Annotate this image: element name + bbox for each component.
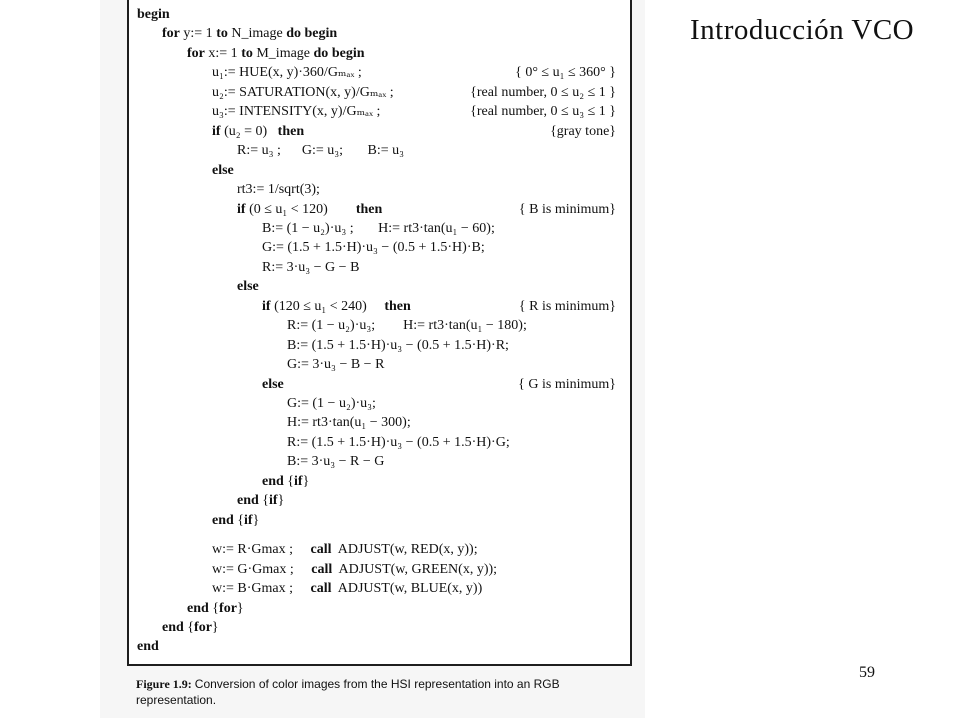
code-text: end {if} — [237, 493, 285, 509]
code-line — [129, 238, 630, 258]
code-line — [129, 83, 630, 103]
code-line — [129, 180, 630, 200]
code-text: R:= 3·u₃ − G − B — [262, 259, 360, 275]
code-text: u₁:= HUE(x, y)·360/Gₘₐₓ ; — [212, 65, 362, 81]
code-text: else — [212, 162, 234, 178]
code-text: if (u₂ = 0) then — [212, 123, 305, 139]
code-text: end {for} — [162, 619, 219, 635]
code-comment: {real number, 0 ≤ u₃ ≤ 1 } — [470, 104, 616, 120]
code-line — [129, 375, 630, 395]
code-line — [129, 122, 630, 142]
code-text: end {for} — [187, 600, 244, 616]
code-text: end — [137, 639, 159, 655]
code-line — [129, 200, 630, 220]
algorithm-box — [127, 0, 632, 666]
code-text: G:= (1.5 + 1.5·H)·u₃ − (0.5 + 1.5·H)·B; — [262, 240, 485, 256]
code-line — [129, 161, 630, 181]
code-line — [129, 5, 630, 25]
code-text: for x:= 1 to M_image do begin — [187, 45, 365, 61]
figure-caption-text: Conversion of color images from the HSI representation into an RGB representation. — [136, 677, 560, 707]
code-line — [129, 141, 630, 161]
code-line — [129, 540, 630, 560]
code-line — [129, 44, 630, 64]
code-text: w:= B·Gmax ; call ADJUST(w, BLUE(x, y)) — [212, 581, 483, 597]
code-text: if (0 ≤ u₁ < 120) then — [237, 201, 383, 217]
code-text: rt3:= 1/sqrt(3); — [237, 182, 320, 198]
code-line — [129, 355, 630, 375]
figure-label: Figure 1.9: — [136, 677, 192, 691]
code-line — [129, 102, 630, 122]
code-text: G:= 3·u₃ − B − R — [287, 357, 385, 373]
code-comment: { G is minimum} — [518, 376, 616, 392]
code-text: B:= 3·u₃ − R − G — [287, 454, 385, 470]
code-line — [129, 472, 630, 492]
code-text: u₃:= INTENSITY(x, y)/Gₘₐₓ ; — [212, 104, 381, 120]
code-line — [129, 579, 630, 599]
code-line — [129, 413, 630, 433]
code-line — [129, 297, 630, 317]
code-comment: { 0° ≤ u₁ ≤ 360° } — [515, 65, 616, 81]
code-line — [129, 511, 630, 531]
figure-caption — [136, 676, 631, 708]
slide-title: Introducción VCO — [690, 14, 915, 46]
code-line — [129, 63, 630, 83]
code-line — [129, 219, 630, 239]
code-text: end {if} — [212, 512, 260, 528]
code-text: R:= (1 − u₂)·u₃; H:= rt3·tan(u₁ − 180); — [287, 318, 527, 334]
code-line — [129, 637, 630, 657]
code-text: begin — [137, 7, 170, 22]
code-line — [129, 560, 630, 580]
code-comment: { R is minimum} — [518, 298, 616, 314]
code-text: B:= (1 − u₂)·u₃ ; H:= rt3·tan(u₁ − 60); — [262, 220, 495, 236]
code-line — [129, 24, 630, 44]
code-line — [129, 336, 630, 356]
code-comment: {real number, 0 ≤ u₂ ≤ 1 } — [470, 84, 616, 100]
code-text: else — [237, 279, 259, 295]
code-line — [129, 258, 630, 278]
code-comment: {gray tone} — [550, 123, 616, 139]
code-line — [129, 433, 630, 453]
code-text: end {if} — [262, 473, 310, 489]
code-text: for y:= 1 to N_image do begin — [162, 26, 338, 42]
code-text: w:= G·Gmax ; call ADJUST(w, GREEN(x, y)); — [212, 561, 498, 577]
code-text: w:= R·Gmax ; call ADJUST(w, RED(x, y)); — [212, 542, 478, 558]
code-line — [129, 277, 630, 297]
code-text: if (120 ≤ u₁ < 240) then — [262, 298, 411, 314]
code-text: B:= (1.5 + 1.5·H)·u₃ − (0.5 + 1.5·H)·R; — [287, 337, 509, 353]
code-line — [129, 316, 630, 336]
code-line — [129, 394, 630, 414]
code-text: u₂:= SATURATION(x, y)/Gₘₐₓ ; — [212, 84, 394, 100]
code-comment: { B is minimum} — [518, 201, 616, 217]
page-number: 59 — [859, 664, 875, 681]
code-text: R:= u₃ ; G:= u₃; B:= u₃ — [237, 143, 405, 159]
code-text: H:= rt3·tan(u₁ − 300); — [287, 415, 411, 431]
code-line — [129, 491, 630, 511]
code-line — [129, 599, 630, 619]
code-text: R:= (1.5 + 1.5·H)·u₃ − (0.5 + 1.5·H)·G; — [287, 434, 510, 450]
code-line — [129, 618, 630, 638]
code-text: else — [262, 376, 284, 392]
code-text: G:= (1 − u₂)·u₃; — [287, 396, 376, 411]
code-line — [129, 452, 630, 472]
